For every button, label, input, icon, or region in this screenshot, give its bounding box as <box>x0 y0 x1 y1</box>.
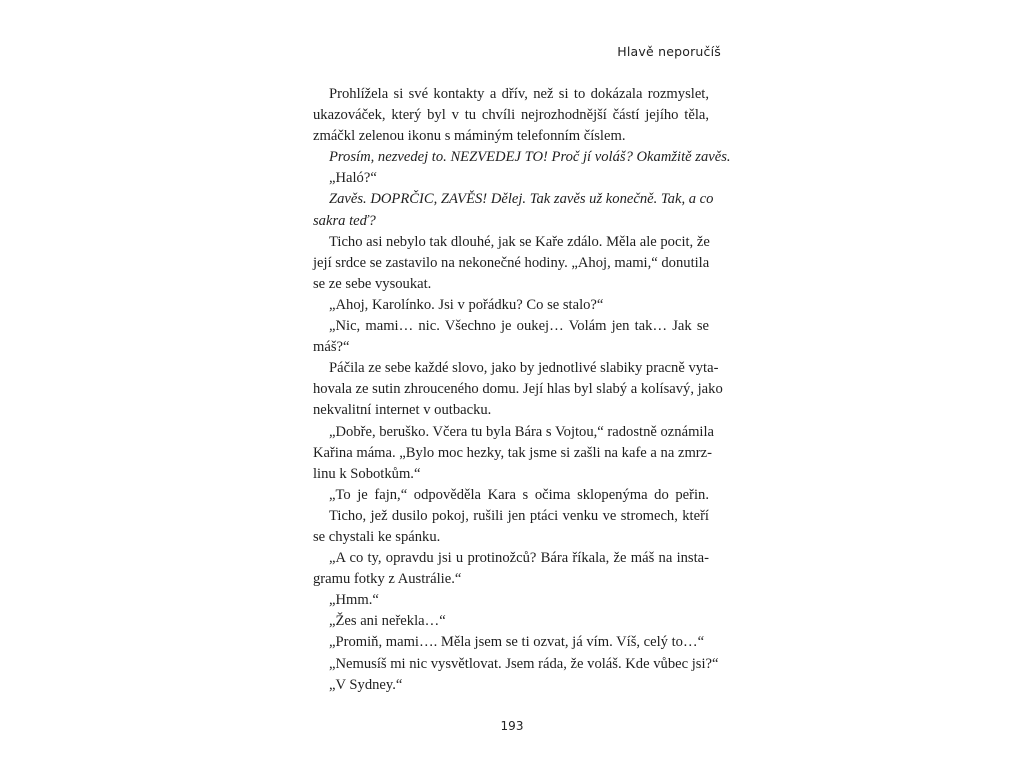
text-line: Zavěs. DOPRČIC, ZAVĚS! Dělej. Tak zavěs už konečně. Tak, a co <box>329 191 714 208</box>
text-line: „A co ty, opravdu jsi u protinožců? Bára říkala, že máš na insta- <box>329 550 709 567</box>
text-line: linu k Sobotkům.“ <box>313 465 421 482</box>
text-line: zmáčkl zelenou ikonu s máminým telefonním číslem. <box>313 128 626 145</box>
text-line: Páčila ze sebe každé slovo, jako by jednotlivé slabiky pracně vyta- <box>329 360 719 377</box>
text-line: Ticho asi nebylo tak dlouhé, jak se Kaře zdálo. Měla ale pocit, že <box>329 233 710 250</box>
text-line: „Žes ani neřekla…“ <box>329 613 446 630</box>
text-line: Prosím, nezvedej to. NEZVEDEJ TO! Proč jí voláš? Okamžitě zavěs. <box>329 149 731 166</box>
text-line: Kařina máma. „Bylo moc hezky, tak jsme si zašli na kafe a na zmrz- <box>313 444 713 461</box>
body-text <box>313 84 731 696</box>
text-line: Ticho, jež dusilo pokoj, rušili jen ptáci venku ve stromech, kteří <box>329 507 709 524</box>
text-line: „V Sydney.“ <box>329 676 403 693</box>
text-line: její srdce se zastavilo na nekonečné hodiny. „Ahoj, mami,“ donutila <box>313 254 710 271</box>
text-line: „Promiň, mami…. Měla jsem se ti ozvat, já vím. Víš, celý to…“ <box>329 634 705 651</box>
text-line: „Ahoj, Karolínko. Jsi v pořádku? Co se stalo?“ <box>329 296 604 313</box>
text-line: „Haló?“ <box>329 170 377 187</box>
text-line: sakra teď? <box>313 212 376 229</box>
text-line: „Nemusíš mi nic vysvětlovat. Jsem ráda, že voláš. Kde vůbec jsi?“ <box>329 655 719 672</box>
running-header: Hlavě neporučíš <box>617 44 721 59</box>
text-line: gramu fotky z Austrálie.“ <box>313 571 462 588</box>
text-line: „To je fajn,“ odpověděla Kara s očima sklopenýma do peřin. <box>329 486 709 503</box>
text-line: ukazováček, který byl v tu chvíli nejrozhodnější částí jejího těla, <box>313 107 709 124</box>
text-line: Prohlížela si své kontakty a dřív, než si to dokázala rozmyslet, <box>329 86 709 102</box>
text-line: se chystali ke spánku. <box>313 528 441 545</box>
text-line: se ze sebe vysoukat. <box>313 275 432 292</box>
page-number: 193 <box>500 719 524 733</box>
text-line: „Nic, mami… nic. Všechno je oukej… Volám jen tak… Jak se <box>329 318 709 335</box>
text-line: hovala ze sutin zhrouceného domu. Její hlas byl slabý a kolísavý, jako <box>313 381 723 398</box>
text-line: „Dobře, beruško. Včera tu byla Bára s Vojtou,“ radostně oznámila <box>329 423 715 440</box>
text-line: máš?“ <box>313 339 350 356</box>
text-line: nekvalitní internet v outbacku. <box>313 402 492 419</box>
text-line: „Hmm.“ <box>329 592 379 609</box>
